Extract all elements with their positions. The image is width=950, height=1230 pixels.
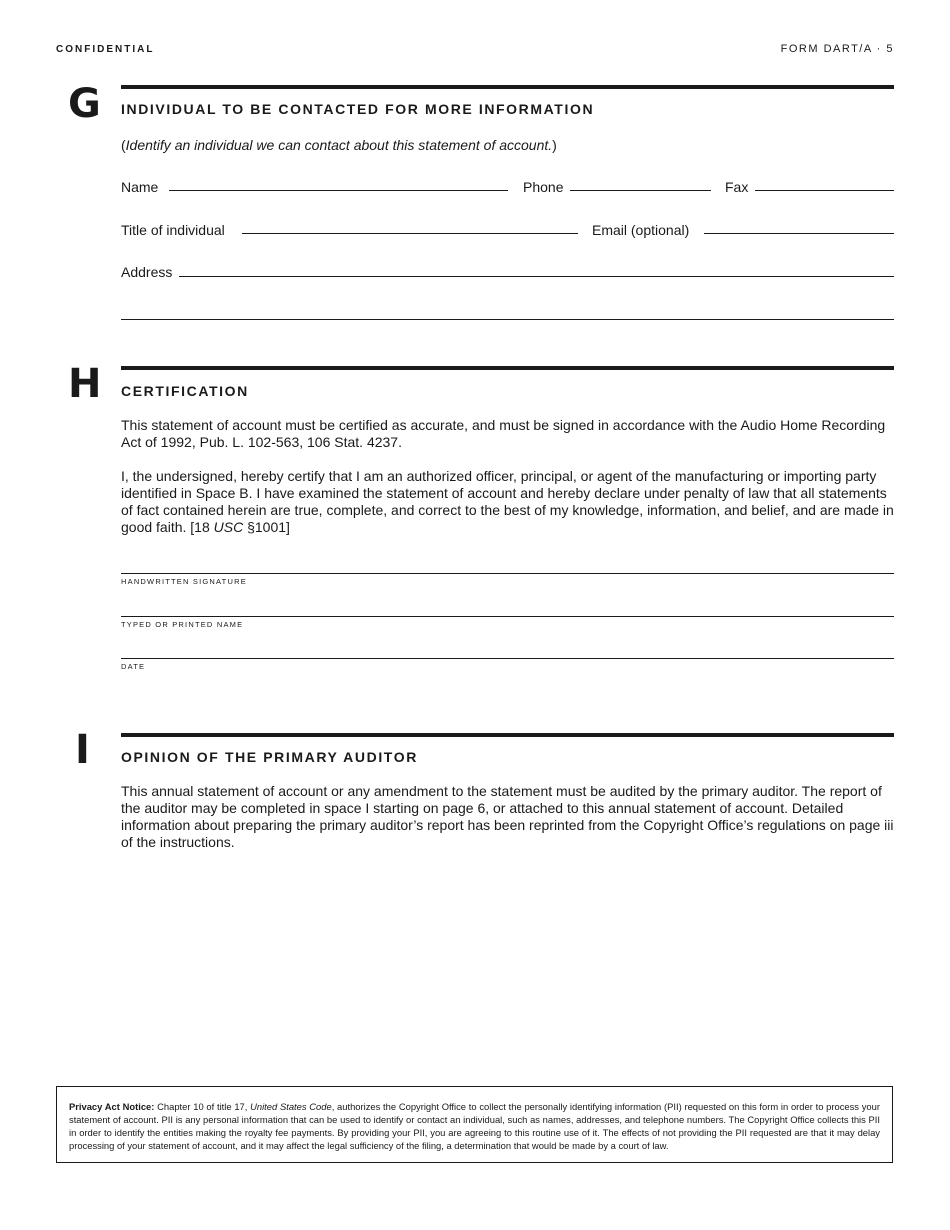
fax-label: Fax	[725, 179, 749, 195]
header-form-page: FORM DART/A · 5	[780, 43, 894, 55]
certification-paragraph-1: This statement of account must be certified as accurate, and must be signed in accordance with the Audio Home Recording Act of 1992, Pub. L. 102-563, 106 Stat. 4237.	[121, 417, 886, 450]
date-label: DATE	[121, 662, 146, 671]
date-field[interactable]	[121, 658, 894, 659]
section-g-rule	[121, 85, 894, 89]
section-g-letter: G	[68, 81, 101, 127]
section-h-title: CERTIFICATION	[121, 383, 249, 399]
printed-name-field[interactable]	[121, 616, 894, 617]
certification-paragraph-2: I, the undersigned, hereby certify that I am an authorized officer, principal, or agent of the manufacturing or importing party identified in Space B. I have examined the statement of account and hereby declare under penalty of law that all statements of fact contained herein are true, complete, and correct to the best of my knowledge, information, and belief, and are made in good faith. [18 USC §1001]	[121, 468, 894, 535]
privacy-act-notice: Privacy Act Notice: Chapter 10 of title 17, United States Code, authorizes the Copyright Office to collect the personally identifying information (PII) requested on this form in order to process your statement of account. PII is any personal information that can be used to identify or contact an individual, such as names, addresses, and telephone numbers. The Copyright Office collects this PII in order to identify the entities making the royalty fee payments. By providing your PII, you are agreeing to this routine use of it. The effects of not providing the PII requested are that it may delay processing of your statement of account, and it may affect the legal sufficiency of the filing, a determination that would be made by a court of law.	[56, 1086, 893, 1163]
section-h-rule	[121, 366, 894, 370]
name-field[interactable]	[169, 190, 508, 191]
email-label: Email (optional)	[592, 222, 690, 238]
address-field-line-2[interactable]	[121, 319, 894, 320]
section-h-letter: H	[68, 361, 102, 407]
title-of-individual-field[interactable]	[242, 233, 578, 234]
section-g-instruction: (Identify an individual we can contact about this statement of account.)	[121, 137, 557, 153]
printed-name-label: TYPED OR PRINTED NAME	[121, 620, 244, 629]
phone-field[interactable]	[570, 190, 711, 191]
section-i-letter: I	[75, 727, 90, 773]
title-of-individual-label: Title of individual	[121, 222, 225, 238]
header-confidential: CONFIDENTIAL	[56, 44, 155, 55]
signature-field[interactable]	[121, 573, 894, 574]
fax-field[interactable]	[755, 190, 894, 191]
address-label: Address	[121, 264, 173, 280]
name-label: Name	[121, 179, 159, 195]
phone-label: Phone	[523, 179, 564, 195]
address-field-line-1[interactable]	[179, 276, 894, 277]
auditor-paragraph: This annual statement of account or any amendment to the statement must be audited by the primary auditor. The report of the auditor may be completed in space I starting on page 6, or attached to this annual statement of account. Detailed information about preparing the primary auditor’s report has been reprinted from the Copyright Office’s regulations on page iii of the instructions.	[121, 783, 894, 850]
email-field[interactable]	[704, 233, 894, 234]
section-g-title: INDIVIDUAL TO BE CONTACTED FOR MORE INFORMATION	[121, 101, 595, 117]
section-i-rule	[121, 733, 894, 737]
section-i-title: OPINION OF THE PRIMARY AUDITOR	[121, 749, 418, 765]
signature-label: HANDWRITTEN SIGNATURE	[121, 577, 247, 586]
